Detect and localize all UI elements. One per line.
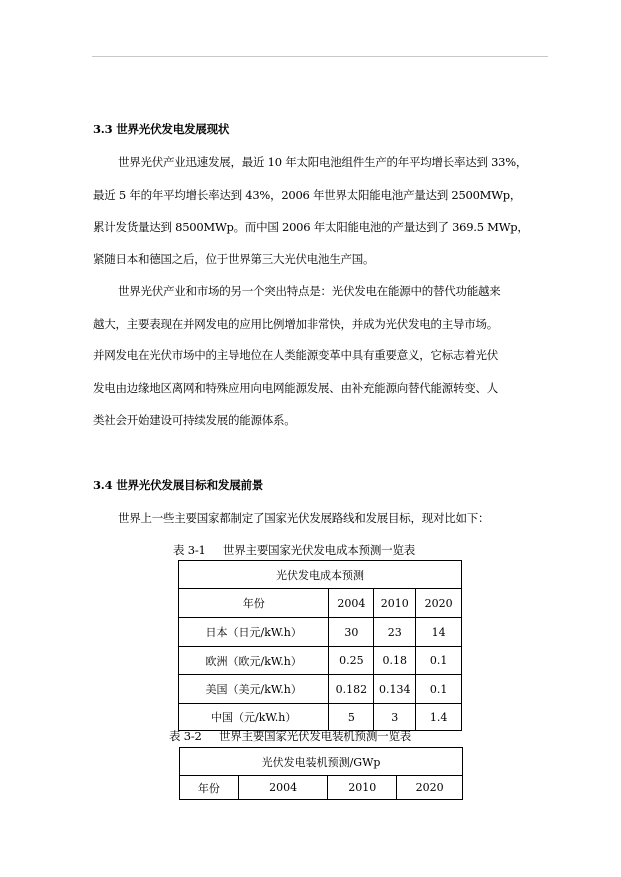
section-3-4-intro: 世界上一些主要国家都制定了国家光伏发展路线和发展目标，现对比如下： [118,511,490,525]
table-3-2-caption: 表 3-2 世界主要国家光伏发电装机预测一览表 [169,729,412,743]
paragraph-line: 世界光伏产业和市场的另一个突出特点是：光伏发电在能源中的替代功能越来 [118,284,501,298]
paragraph-line: 越大，主要表现在并网发电的应用比例增加非常快，并成为光伏发电的主导市场。 [93,317,498,331]
table-header-cell: 2010 [374,589,416,618]
table-header-cell: 年份 [180,776,239,800]
table-cell: 0.1 [416,647,462,675]
paragraph-line: 类社会开始建设可持续发展的能源体系。 [93,413,296,427]
table-cell: 0.25 [329,647,374,675]
table-row [179,704,462,731]
table-cell: 日本（日元/kW.h） [179,618,329,647]
table-header-cell: 2020 [416,589,462,618]
table-cell: 0.18 [374,647,416,675]
table-header-cell: 2010 [328,776,397,800]
table-cell: 30 [329,618,374,647]
table-cell: 欧洲（欧元/kW.h） [179,647,329,675]
table-header-row [179,589,462,618]
table-3-1 [178,560,462,731]
table-header-cell: 2020 [397,776,463,800]
table-cell: 14 [416,618,462,647]
table-3-2 [179,747,463,800]
table-cell: 3 [374,704,416,731]
table-cell: 0.182 [329,675,374,704]
table-3-1-title: 光伏发电成本预测 [179,561,462,589]
paragraph-line: 累计发货量达到 8500MWp。而中国 2006 年太阳能电池的产量达到了 369.5 MWp， [93,220,529,234]
table-cell: 中国（元/kW.h） [179,704,329,731]
table-cell: 0.1 [416,675,462,704]
section-3-4-heading: 3.4 世界光伏发展目标和发展前景 [93,478,264,492]
paragraph-line: 紧随日本和德国之后，位于世界第三大光伏电池生产国。 [93,252,375,266]
paragraph-line: 最近 5 年的年平均增长率达到 43%，2006 年世界太阳能电池产量达到 2500MWp， [93,188,522,202]
table-3-1-caption: 表 3-1 世界主要国家光伏发电成本预测一览表 [173,543,416,557]
table-3-2-title: 光伏发电装机预测/GWp [180,748,463,776]
table-row [179,618,462,647]
paragraph-line: 发电由边缘地区离网和特殊应用向电网能源发展、由补充能源向替代能源转变、人 [93,381,498,395]
table-header-cell: 2004 [329,589,374,618]
table-cell: 1.4 [416,704,462,731]
page-header-rule [92,56,548,57]
paragraph-line: 世界光伏产业迅速发展，最近 10 年太阳电池组件生产的年平均增长率达到 33%， [118,155,528,169]
table-row [179,675,462,704]
table-cell: 美国（美元/kW.h） [179,675,329,704]
table-row [179,647,462,675]
table-cell: 5 [329,704,374,731]
table-cell: 0.134 [374,675,416,704]
section-3-3-heading: 3.3 世界光伏发电发展现状 [93,122,230,136]
paragraph-line: 并网发电在光伏市场中的主导地位在人类能源变革中具有重要意义，它标志着光伏 [93,348,498,362]
table-header-row [180,776,463,800]
table-header-cell: 年份 [179,589,329,618]
table-cell: 23 [374,618,416,647]
table-header-cell: 2004 [238,776,328,800]
